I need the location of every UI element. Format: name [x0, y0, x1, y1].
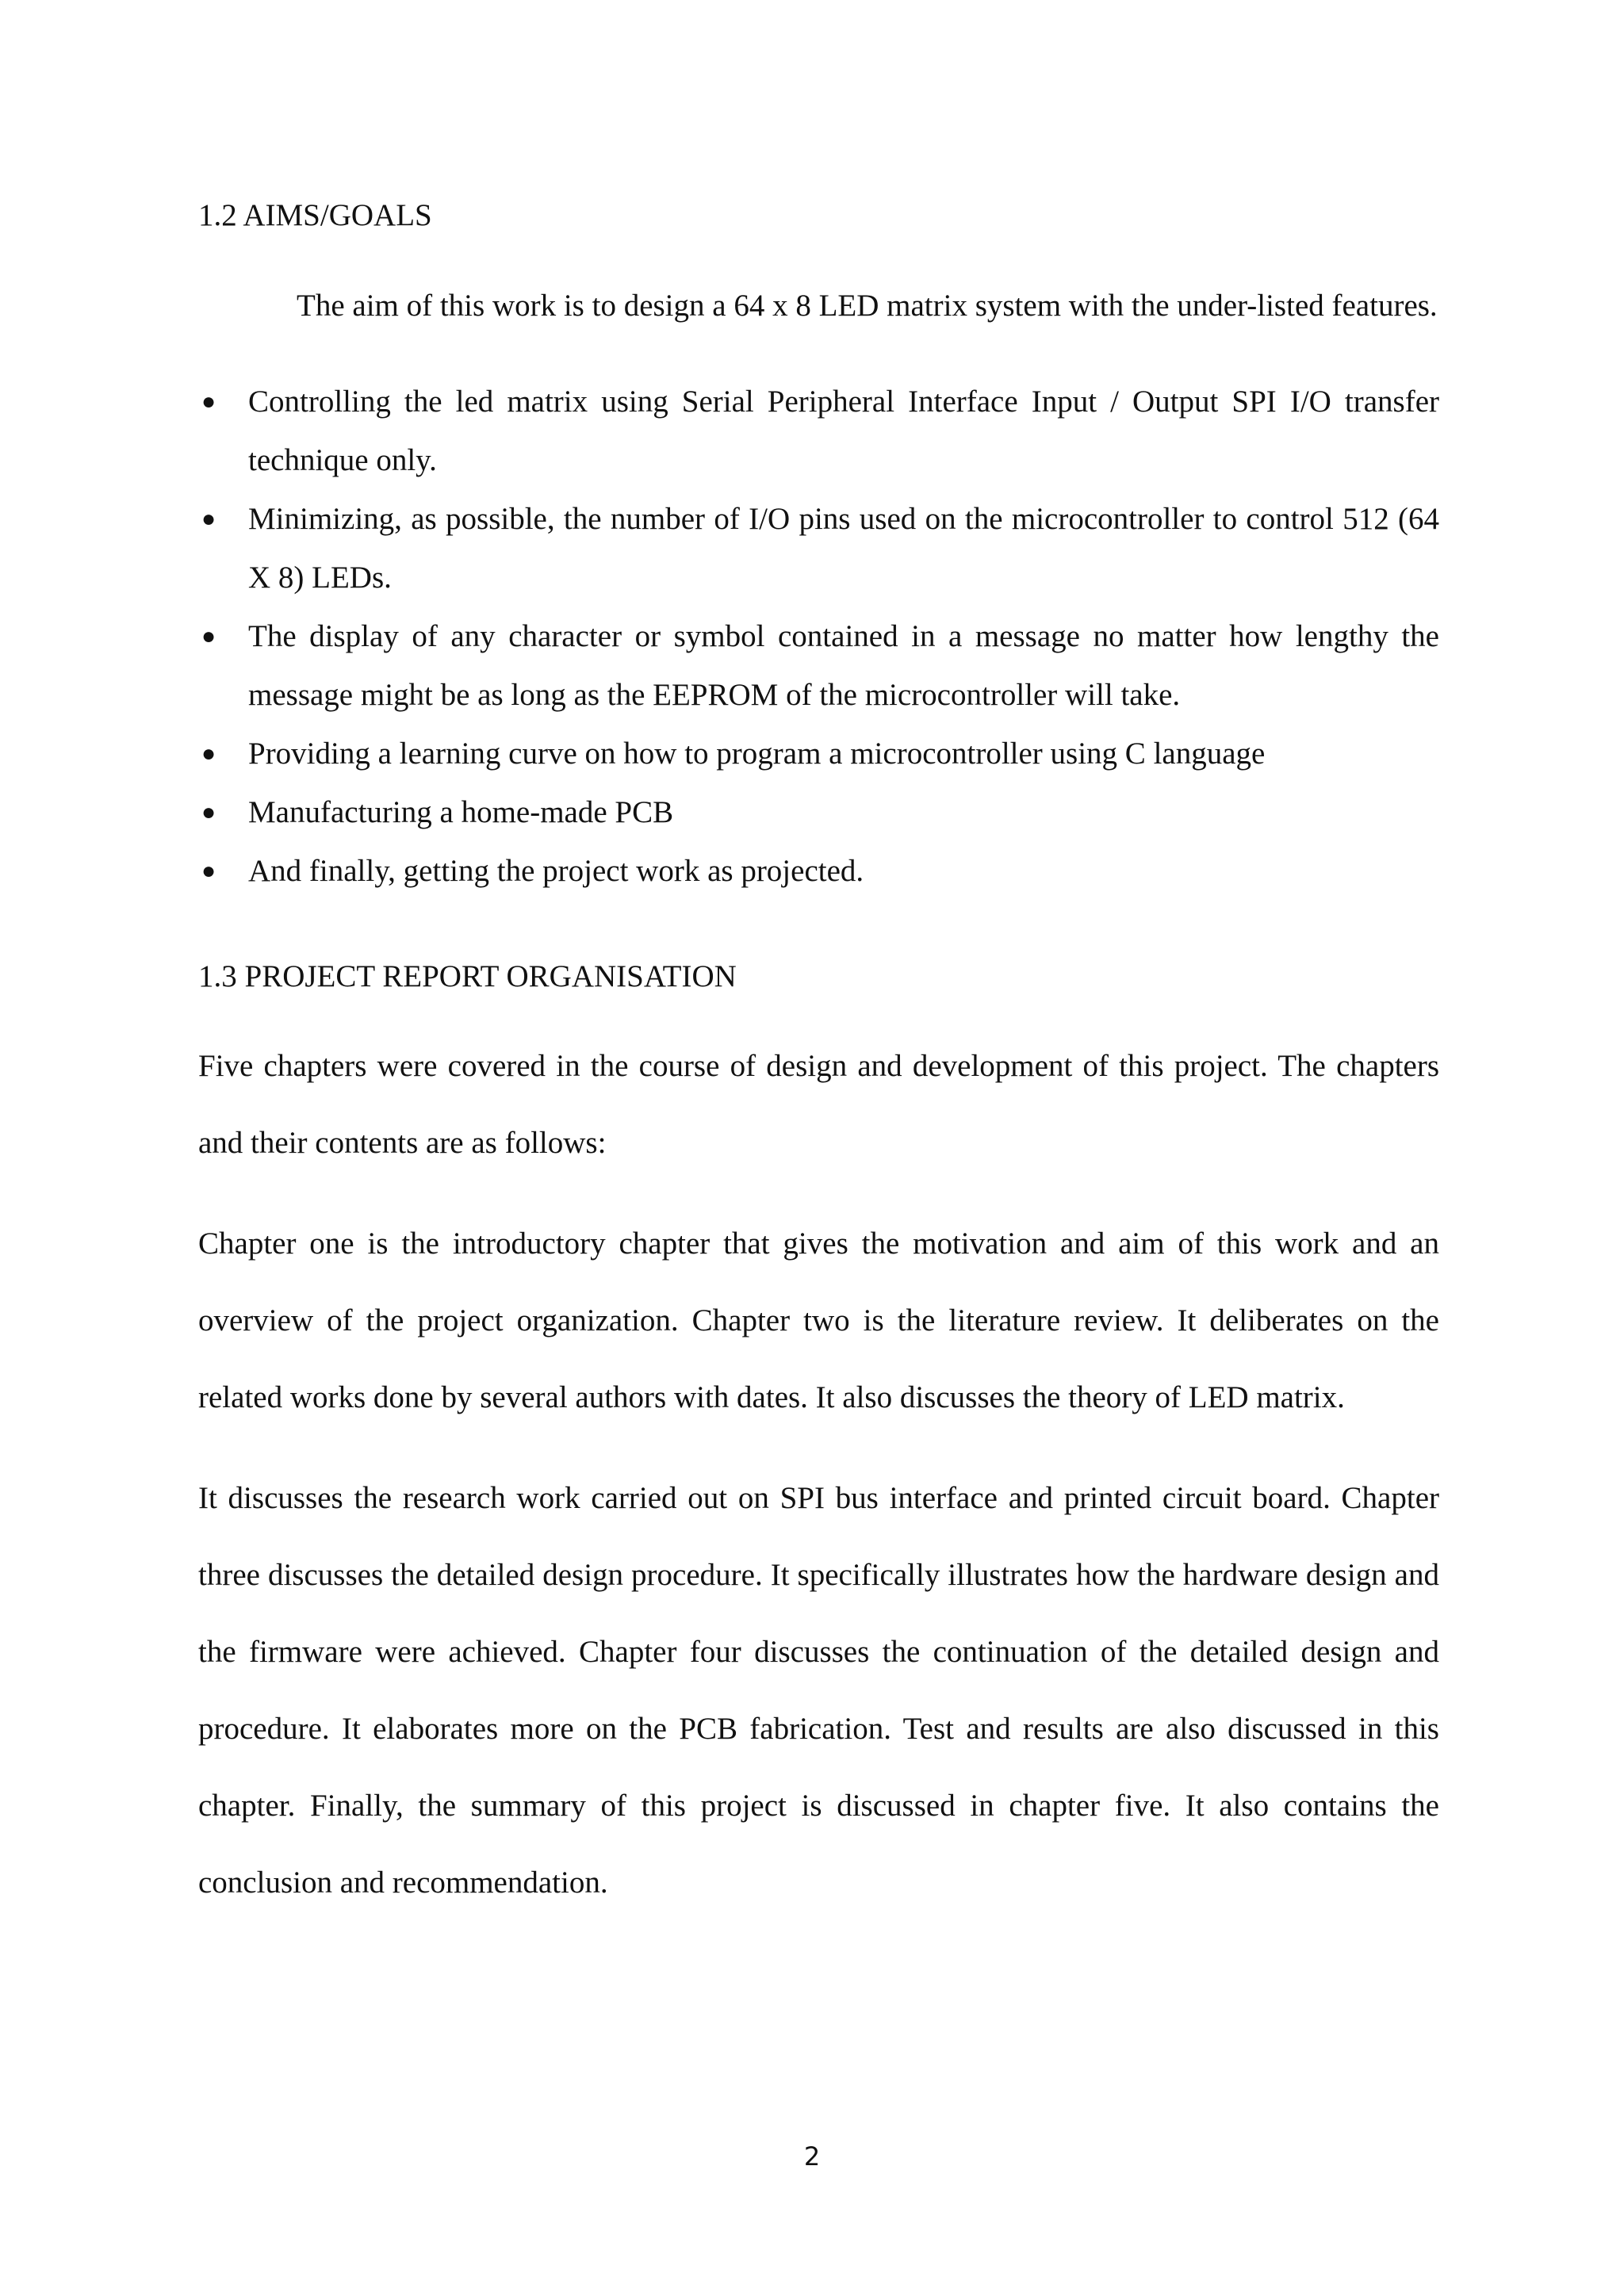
aims-bullet-list	[198, 373, 1439, 901]
bullet-text: Minimizing, as possible, the number of I/O pins used on the microcontroller to control 512 (64 X 8) LEDs.	[248, 502, 1439, 595]
organisation-paragraph: Five chapters were covered in the course of design and development of this project. The chapters and their contents are as follows:	[198, 1049, 1439, 1160]
bullet-icon: ●	[201, 388, 216, 415]
list-item	[198, 725, 1439, 783]
bullet-icon: ●	[201, 799, 216, 825]
list-item	[198, 783, 1439, 842]
list-item	[198, 490, 1439, 607]
chapters-paragraph: It discusses the research work carried out on SPI bus interface and printed circuit board. Chapter three discusses the detailed design procedure. It specifically illustrates how the hardware design and the firmware were achieved. Chapter four discusses the continuation of the detailed design and procedure. It elaborates more on the PCB fabrication. Test and results are also discussed in this chapter. Finally, the summary of this project is discussed in chapter five. It also contains the conclusion and recommendation.	[198, 1481, 1439, 1900]
list-item	[198, 842, 1439, 901]
bullet-text: Controlling the led matrix using Serial Peripheral Interface Input / Output SPI I/O transfer technique only.	[248, 385, 1439, 477]
bullet-text: And finally, getting the project work as projected.	[248, 854, 864, 888]
page-content	[198, 193, 1439, 1921]
page-number: 2	[803, 2141, 821, 2172]
bullet-icon: ●	[201, 858, 216, 884]
bullet-text: The display of any character or symbol contained in a message no matter how lengthy the message might be as long as the EEPROM of the microcontroller will take.	[248, 619, 1439, 712]
chapters-paragraph: Chapter one is the introductory chapter that gives the motivation and aim of this work and an overview of the project organization. Chapter two is the literature review. It deliberates on the related works done by several authors with dates. It also discusses the theory of LED matrix.	[198, 1226, 1439, 1414]
bullet-icon: ●	[201, 506, 216, 532]
list-item	[198, 607, 1439, 725]
bullet-text: Manufacturing a home-made PCB	[248, 795, 674, 829]
section-heading-organisation: 1.3 PROJECT REPORT ORGANISATION	[198, 959, 737, 993]
bullet-icon: ●	[201, 623, 216, 649]
aims-intro-paragraph: The aim of this work is to design a 64 x 8 LED matrix system with the under-listed features.	[297, 289, 1438, 323]
section-heading-aims: 1.2 AIMS/GOALS	[198, 198, 432, 232]
list-item	[198, 373, 1439, 490]
bullet-icon: ●	[201, 740, 216, 767]
bullet-text: Providing a learning curve on how to program a microcontroller using C language	[248, 737, 1266, 771]
